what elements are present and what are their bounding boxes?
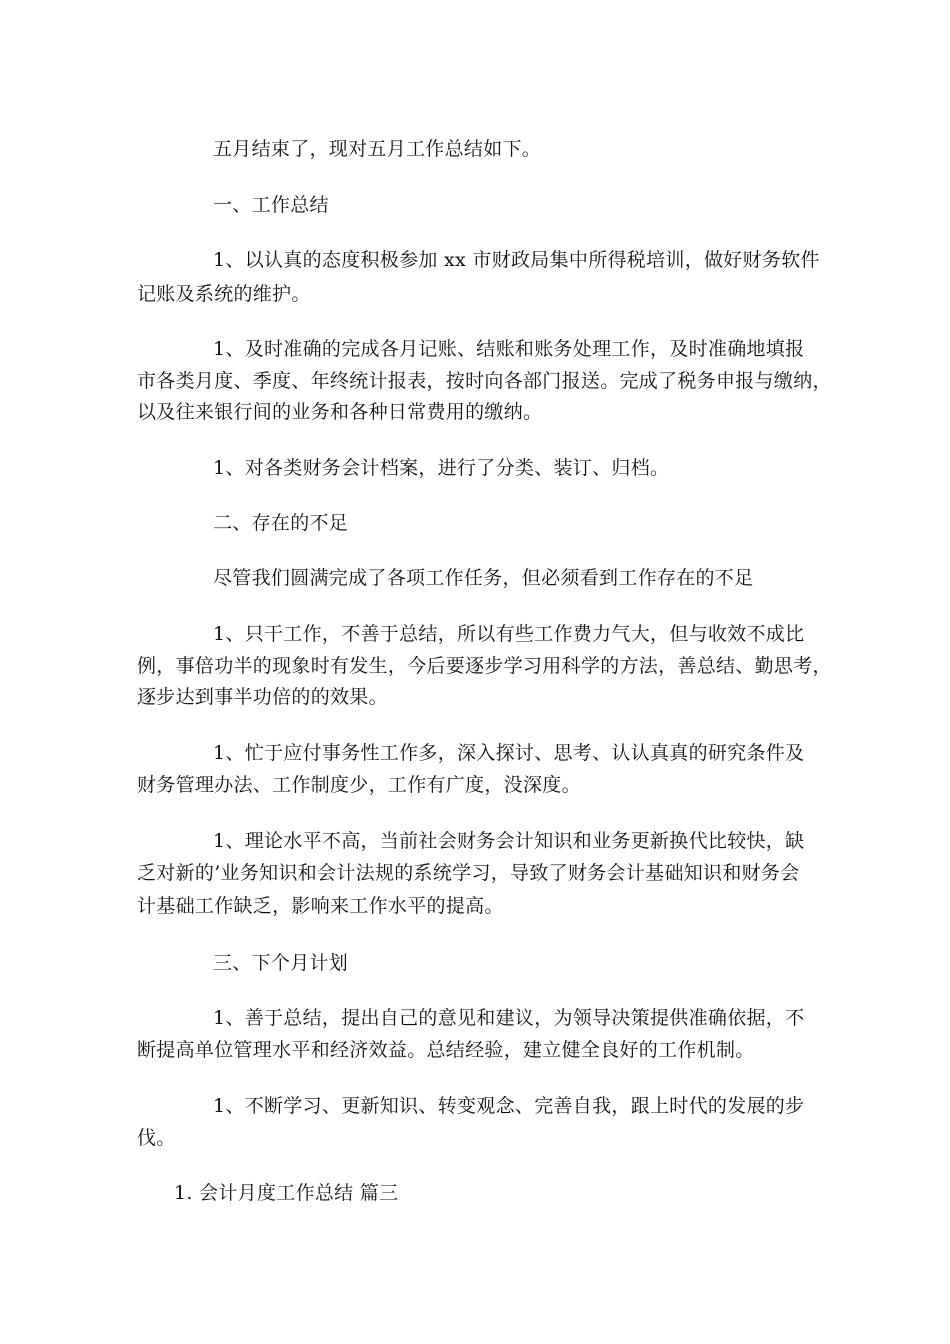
intro-text: 五月结束了，现对五月工作总结如下。 [213, 138, 542, 160]
section-heading: 一、工作总结 [213, 194, 329, 216]
paragraph-line: 记账及系统的维护。 [137, 283, 311, 305]
paragraph-line: 1、忙于应付事务性工作多，深入探讨、思考、认认真真的研究条件及 [213, 742, 805, 764]
paragraph-line: 以及往来银行间的业务和各种日常费用的缴纳。 [137, 401, 543, 423]
paragraph-line: 1、及时准确的完成各月记账、结账和账务处理工作，及时准确地填报 [213, 338, 805, 360]
paragraph-line: 例，事倍功半的现象时有发生，今后要逐步学习用科学的方法，善总结、勤思考， [137, 655, 832, 677]
paragraph-line: 乏对新的’业务知识和会计法规的系统学习，导致了财务会计基础知识和财务会 [137, 862, 800, 884]
paragraph-line: 1、不断学习、更新知识、转变观念、完善自我，跟上时代的发展的步 [213, 1095, 805, 1117]
paragraph-line: 财务管理办法、工作制度少，工作有广度，没深度。 [137, 774, 581, 796]
paragraph-line: 逐步达到事半功倍的的效果。 [137, 686, 388, 708]
paragraph-line: 1、只干工作，不善于总结，所以有些工作费力气大，但与收效不成比 [213, 623, 805, 645]
paragraph-line: 1、以认真的态度积极参加 xx 市财政局集中所得税培训，做好财务软件 [213, 249, 820, 271]
section-heading: 二、存在的不足 [213, 512, 349, 534]
section-heading: 三、下个月计划 [213, 952, 349, 974]
paragraph-line: 尽管我们圆满完成了各项工作任务，但必须看到工作存在的不足 [213, 567, 754, 589]
paragraph-line: 1、对各类财务会计档案，进行了分类、装订、归档。 [213, 457, 670, 479]
paragraph-line: 市各类月度、季度、年终统计报表，按时向各部门报送。完成了税务申报与缴纳， [137, 370, 832, 392]
paragraph-line: 计基础工作缺乏，影响来工作水平的提高。 [137, 895, 504, 917]
paragraph-line: 1、善于总结，提出自己的意见和建议，为领导决策提供准确依据，不 [213, 1007, 805, 1029]
next-section-title: 1. 会计月度工作总结 篇三 [174, 1182, 399, 1204]
paragraph-line: 断提高单位管理水平和经济效益。总结经验，建立健全良好的工作机制。 [137, 1039, 755, 1061]
paragraph-line: 1、理论水平不高，当前社会财务会计知识和业务更新换代比较快，缺 [213, 830, 805, 852]
paragraph-line: 伐。 [137, 1127, 176, 1149]
